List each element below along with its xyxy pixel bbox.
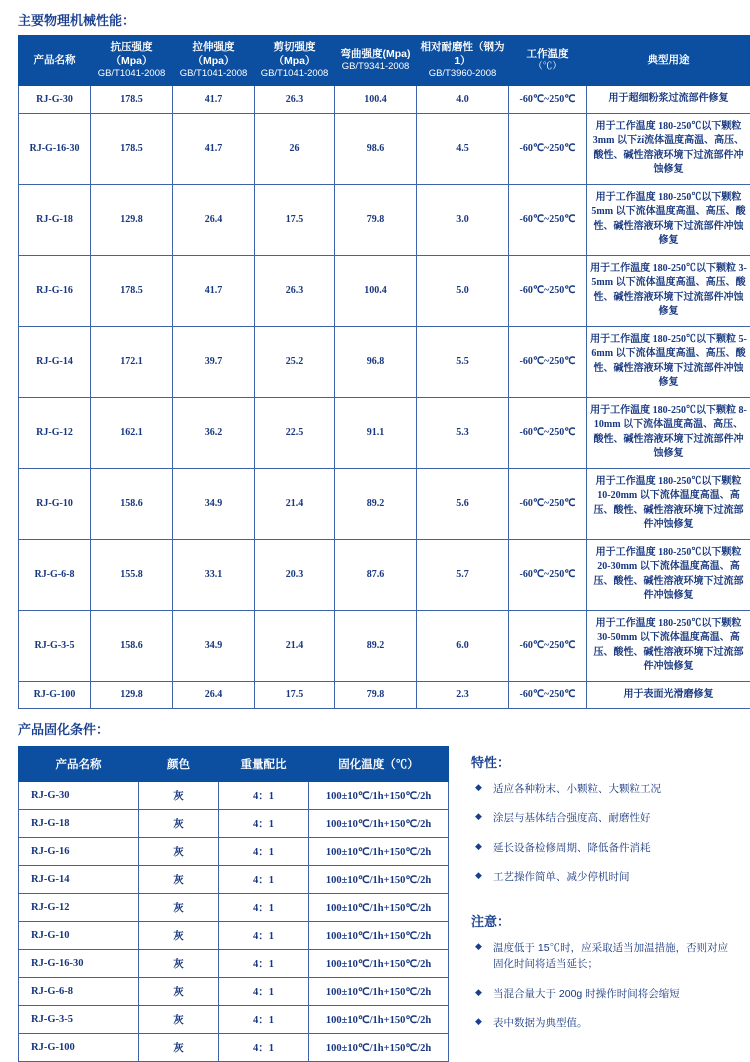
- col-shear-strength: 剪切强度（Mpa） GB/T1041-2008: [255, 36, 335, 86]
- cell-flexural: 96.8: [335, 326, 417, 397]
- col-typical-use: 典型用途: [587, 36, 750, 86]
- cell-tensile: 26.4: [173, 184, 255, 255]
- cell-temperature: -60℃~250℃: [509, 539, 587, 610]
- notice-title: 注意：: [471, 911, 733, 930]
- cell-product-name: RJ-G-30: [19, 782, 139, 810]
- table-row: [19, 113, 750, 184]
- list-item: [475, 781, 733, 797]
- notice-text: 当混合量大于 200g 时操作时间将会缩短: [493, 988, 680, 1000]
- cell-use: 用于超细粉浆过流部件修复: [587, 86, 750, 114]
- cell-product-name: RJ-G-12: [19, 894, 139, 922]
- cell-product-name: RJ-G-12: [19, 397, 91, 468]
- cell-product-name: RJ-G-16: [19, 255, 91, 326]
- cell-color: 灰: [139, 810, 219, 838]
- cell-wear: 5.5: [417, 326, 509, 397]
- cell-temperature: -60℃~250℃: [509, 113, 587, 184]
- list-item: [475, 810, 733, 826]
- cell-compressive: 158.6: [91, 468, 173, 539]
- table-row: [19, 922, 449, 950]
- performance-table: [18, 35, 750, 709]
- notice-text: 温度低于 15℃时，应采取适当加温措施，否则对应固化时间将适当延长；: [493, 942, 728, 970]
- table-row: [19, 539, 750, 610]
- cell-color: 灰: [139, 894, 219, 922]
- cell-temperature: -60℃~250℃: [509, 326, 587, 397]
- cell-color: 灰: [139, 978, 219, 1006]
- cell-temperature: -60℃~250℃: [509, 184, 587, 255]
- table-row: [19, 810, 449, 838]
- table-row: [19, 782, 449, 810]
- performance-section-title: 主要物理机械性能：: [0, 0, 750, 35]
- cell-wear: 4.5: [417, 113, 509, 184]
- notice-text: 表中数据为典型值。: [493, 1017, 588, 1029]
- cell-compressive: 158.6: [91, 610, 173, 681]
- cell-ratio: 4：1: [219, 866, 309, 894]
- cell-flexural: 79.8: [335, 184, 417, 255]
- cure-table-head: [19, 747, 449, 782]
- col-tensile-strength: 拉伸强度（Mpa） GB/T1041-2008: [173, 36, 255, 86]
- cell-flexural: 79.8: [335, 681, 417, 709]
- cell-tensile: 34.9: [173, 468, 255, 539]
- table-row: [19, 86, 750, 114]
- cell-shear: 22.5: [255, 397, 335, 468]
- cell-cure-temp: 100±10℃/1h+150℃/2h: [309, 978, 449, 1006]
- cell-color: 灰: [139, 1006, 219, 1034]
- cell-cure-temp: 100±10℃/1h+150℃/2h: [309, 866, 449, 894]
- col-cure-color: 颜色: [139, 747, 219, 782]
- list-item: [475, 869, 733, 885]
- list-item: [475, 940, 733, 973]
- performance-table-body: [19, 86, 750, 709]
- cell-cure-temp: 100±10℃/1h+150℃/2h: [309, 1006, 449, 1034]
- cell-product-name: RJ-G-6-8: [19, 978, 139, 1006]
- cell-tensile: 34.9: [173, 610, 255, 681]
- col-compressive-strength: 抗压强度（Mpa） GB/T1041-2008: [91, 36, 173, 86]
- cell-color: 灰: [139, 922, 219, 950]
- cell-compressive: 129.8: [91, 681, 173, 709]
- cell-tensile: 33.1: [173, 539, 255, 610]
- list-item: [475, 840, 733, 856]
- diamond-bullet-icon: ◆: [475, 869, 482, 883]
- cell-color: 灰: [139, 866, 219, 894]
- cell-cure-temp: 100±10℃/1h+150℃/2h: [309, 1034, 449, 1062]
- cell-tensile: 26.4: [173, 681, 255, 709]
- cell-shear: 21.4: [255, 468, 335, 539]
- table-row: [19, 1034, 449, 1062]
- cell-temperature: -60℃~250℃: [509, 468, 587, 539]
- cell-temperature: -60℃~250℃: [509, 397, 587, 468]
- cell-product-name: RJ-G-3-5: [19, 610, 91, 681]
- cell-temperature: -60℃~250℃: [509, 681, 587, 709]
- cell-temperature: -60℃~250℃: [509, 255, 587, 326]
- cell-product-name: RJ-G-14: [19, 866, 139, 894]
- table-row: [19, 397, 750, 468]
- diamond-bullet-icon: ◆: [475, 986, 482, 1000]
- cell-temperature: -60℃~250℃: [509, 610, 587, 681]
- cell-shear: 26.3: [255, 255, 335, 326]
- cell-product-name: RJ-G-10: [19, 468, 91, 539]
- cell-use: 用于工作温度 180-250℃以下颗粒 10-20mm 以下流体温度高温、高压、酸性、碱性溶液环境下过流部件冲蚀修复: [587, 468, 750, 539]
- cell-color: 灰: [139, 782, 219, 810]
- cell-shear: 25.2: [255, 326, 335, 397]
- feature-text: 工艺操作简单、减少停机时间: [493, 871, 630, 883]
- cure-section-title: 产品固化条件：: [0, 709, 750, 744]
- cell-product-name: RJ-G-30: [19, 86, 91, 114]
- performance-table-head: [19, 36, 750, 86]
- table-row: [19, 184, 750, 255]
- cell-ratio: 4：1: [219, 978, 309, 1006]
- cell-flexural: 100.4: [335, 255, 417, 326]
- cell-product-name: RJ-G-18: [19, 184, 91, 255]
- cell-cure-temp: 100±10℃/1h+150℃/2h: [309, 894, 449, 922]
- diamond-bullet-icon: ◆: [475, 810, 482, 824]
- list-item: [475, 1015, 733, 1031]
- cell-ratio: 4：1: [219, 922, 309, 950]
- cell-tensile: 41.7: [173, 86, 255, 114]
- cell-flexural: 98.6: [335, 113, 417, 184]
- features-title: 特性：: [471, 752, 733, 771]
- col-cure-ratio: 重量配比: [219, 747, 309, 782]
- cell-product-name: RJ-G-100: [19, 681, 91, 709]
- table-row: [19, 950, 449, 978]
- cell-product-name: RJ-G-6-8: [19, 539, 91, 610]
- cell-color: 灰: [139, 950, 219, 978]
- cell-use: 用于工作温度 180-250℃以下颗粒 5-6mm 以下流体温度高温、高压、酸性、碱性溶液环境下过流部件冲蚀修复: [587, 326, 750, 397]
- cell-wear: 5.3: [417, 397, 509, 468]
- cell-compressive: 162.1: [91, 397, 173, 468]
- cell-wear: 2.3: [417, 681, 509, 709]
- lower-region: [0, 746, 750, 1062]
- list-item: [475, 986, 733, 1002]
- cell-compressive: 178.5: [91, 255, 173, 326]
- cell-wear: 4.0: [417, 86, 509, 114]
- cell-use: 用于工作温度 180-250℃以下颗粒 3-5mm 以下流体温度高温、高压、酸性、碱性溶液环境下过流部件冲蚀修复: [587, 255, 750, 326]
- table-row: [19, 838, 449, 866]
- cell-shear: 26: [255, 113, 335, 184]
- diamond-bullet-icon: ◆: [475, 840, 482, 854]
- cell-use: 用于工作温度 180-250℃以下颗粒 3mm 以下ží流体温度高温、高压、酸性、碱性溶液环境下过流部件冲蚀修复: [587, 113, 750, 184]
- cell-shear: 21.4: [255, 610, 335, 681]
- features-list: [475, 781, 733, 885]
- diamond-bullet-icon: ◆: [475, 781, 482, 795]
- cell-color: 灰: [139, 1034, 219, 1062]
- table-row: [19, 894, 449, 922]
- feature-text: 适应各种粉末、小颗粒、大颗粒工况: [493, 783, 661, 795]
- cell-product-name: RJ-G-16-30: [19, 113, 91, 184]
- cure-table-body: [19, 782, 449, 1062]
- cell-shear: 17.5: [255, 184, 335, 255]
- cell-wear: 5.6: [417, 468, 509, 539]
- table-row: [19, 326, 750, 397]
- cell-cure-temp: 100±10℃/1h+150℃/2h: [309, 782, 449, 810]
- table-row: [19, 255, 750, 326]
- col-flexural-strength: 弯曲强度(Mpa) GB/T9341-2008: [335, 36, 417, 86]
- cure-conditions-table: [18, 746, 449, 1062]
- cell-tensile: 36.2: [173, 397, 255, 468]
- cell-product-name: RJ-G-100: [19, 1034, 139, 1062]
- cell-tensile: 41.7: [173, 255, 255, 326]
- cell-flexural: 89.2: [335, 610, 417, 681]
- table-row: [19, 468, 750, 539]
- cell-temperature: -60℃~250℃: [509, 86, 587, 114]
- cell-compressive: 172.1: [91, 326, 173, 397]
- cell-shear: 26.3: [255, 86, 335, 114]
- cell-ratio: 4：1: [219, 810, 309, 838]
- cell-compressive: 129.8: [91, 184, 173, 255]
- cell-flexural: 87.6: [335, 539, 417, 610]
- cell-ratio: 4：1: [219, 838, 309, 866]
- col-cure-product-name: 产品名称: [19, 747, 139, 782]
- cell-product-name: RJ-G-3-5: [19, 1006, 139, 1034]
- cell-compressive: 178.5: [91, 86, 173, 114]
- table-row: [19, 866, 449, 894]
- cell-use: 用于工作温度 180-250℃以下颗粒 8-10mm 以下流体温度高温、高压、酸性、碱性溶液环境下过流部件冲蚀修复: [587, 397, 750, 468]
- cell-product-name: RJ-G-18: [19, 810, 139, 838]
- cell-flexural: 89.2: [335, 468, 417, 539]
- col-relative-wear: 相对耐磨性（钢为 1） GB/T3960-2008: [417, 36, 509, 86]
- cell-shear: 20.3: [255, 539, 335, 610]
- cell-ratio: 4：1: [219, 782, 309, 810]
- feature-text: 延长设备检修周期、降低备件消耗: [493, 842, 651, 854]
- cell-product-name: RJ-G-14: [19, 326, 91, 397]
- diamond-bullet-icon: ◆: [475, 940, 482, 954]
- cell-cure-temp: 100±10℃/1h+150℃/2h: [309, 838, 449, 866]
- cell-ratio: 4：1: [219, 1006, 309, 1034]
- table-row: [19, 1006, 449, 1034]
- cell-product-name: RJ-G-10: [19, 922, 139, 950]
- cell-shear: 17.5: [255, 681, 335, 709]
- cell-use: 用于表面光滑磨修复: [587, 681, 750, 709]
- cell-use: 用于工作温度 180-250℃以下颗粒 5mm 以下流体温度高温、高压、酸性、碱性溶液环境下过流部件冲蚀修复: [587, 184, 750, 255]
- cell-wear: 3.0: [417, 184, 509, 255]
- col-product-name: 产品名称: [19, 36, 91, 86]
- table-header-row: [19, 36, 750, 86]
- notice-list: [475, 940, 733, 1031]
- table-header-row: [19, 747, 449, 782]
- cell-wear: 5.0: [417, 255, 509, 326]
- cell-product-name: RJ-G-16-30: [19, 950, 139, 978]
- cell-flexural: 100.4: [335, 86, 417, 114]
- cell-cure-temp: 100±10℃/1h+150℃/2h: [309, 950, 449, 978]
- cell-compressive: 155.8: [91, 539, 173, 610]
- cell-use: 用于工作温度 180-250℃以下颗粒 20-30mm 以下流体温度高温、高压、酸性、碱性溶液环境下过流部件冲蚀修复: [587, 539, 750, 610]
- cell-ratio: 4：1: [219, 894, 309, 922]
- cell-wear: 5.7: [417, 539, 509, 610]
- cell-ratio: 4：1: [219, 950, 309, 978]
- diamond-bullet-icon: ◆: [475, 1015, 482, 1029]
- col-cure-temperature: 固化温度（℃）: [309, 747, 449, 782]
- cell-cure-temp: 100±10℃/1h+150℃/2h: [309, 810, 449, 838]
- table-row: [19, 681, 750, 709]
- cell-ratio: 4：1: [219, 1034, 309, 1062]
- cell-wear: 6.0: [417, 610, 509, 681]
- notes-panel: [471, 746, 733, 1044]
- cell-tensile: 39.7: [173, 326, 255, 397]
- cell-product-name: RJ-G-16: [19, 838, 139, 866]
- cell-compressive: 178.5: [91, 113, 173, 184]
- cell-cure-temp: 100±10℃/1h+150℃/2h: [309, 922, 449, 950]
- cell-tensile: 41.7: [173, 113, 255, 184]
- col-working-temperature: 工作温度 （℃）: [509, 36, 587, 86]
- feature-text: 涂层与基体结合强度高、耐磨性好: [493, 812, 651, 824]
- cell-color: 灰: [139, 838, 219, 866]
- table-row: [19, 978, 449, 1006]
- cell-use: 用于工作温度 180-250℃以下颗粒 30-50mm 以下流体温度高温、高压、酸性、碱性溶液环境下过流部件冲蚀修复: [587, 610, 750, 681]
- table-row: [19, 610, 750, 681]
- notice-block: [471, 911, 733, 1031]
- cell-flexural: 91.1: [335, 397, 417, 468]
